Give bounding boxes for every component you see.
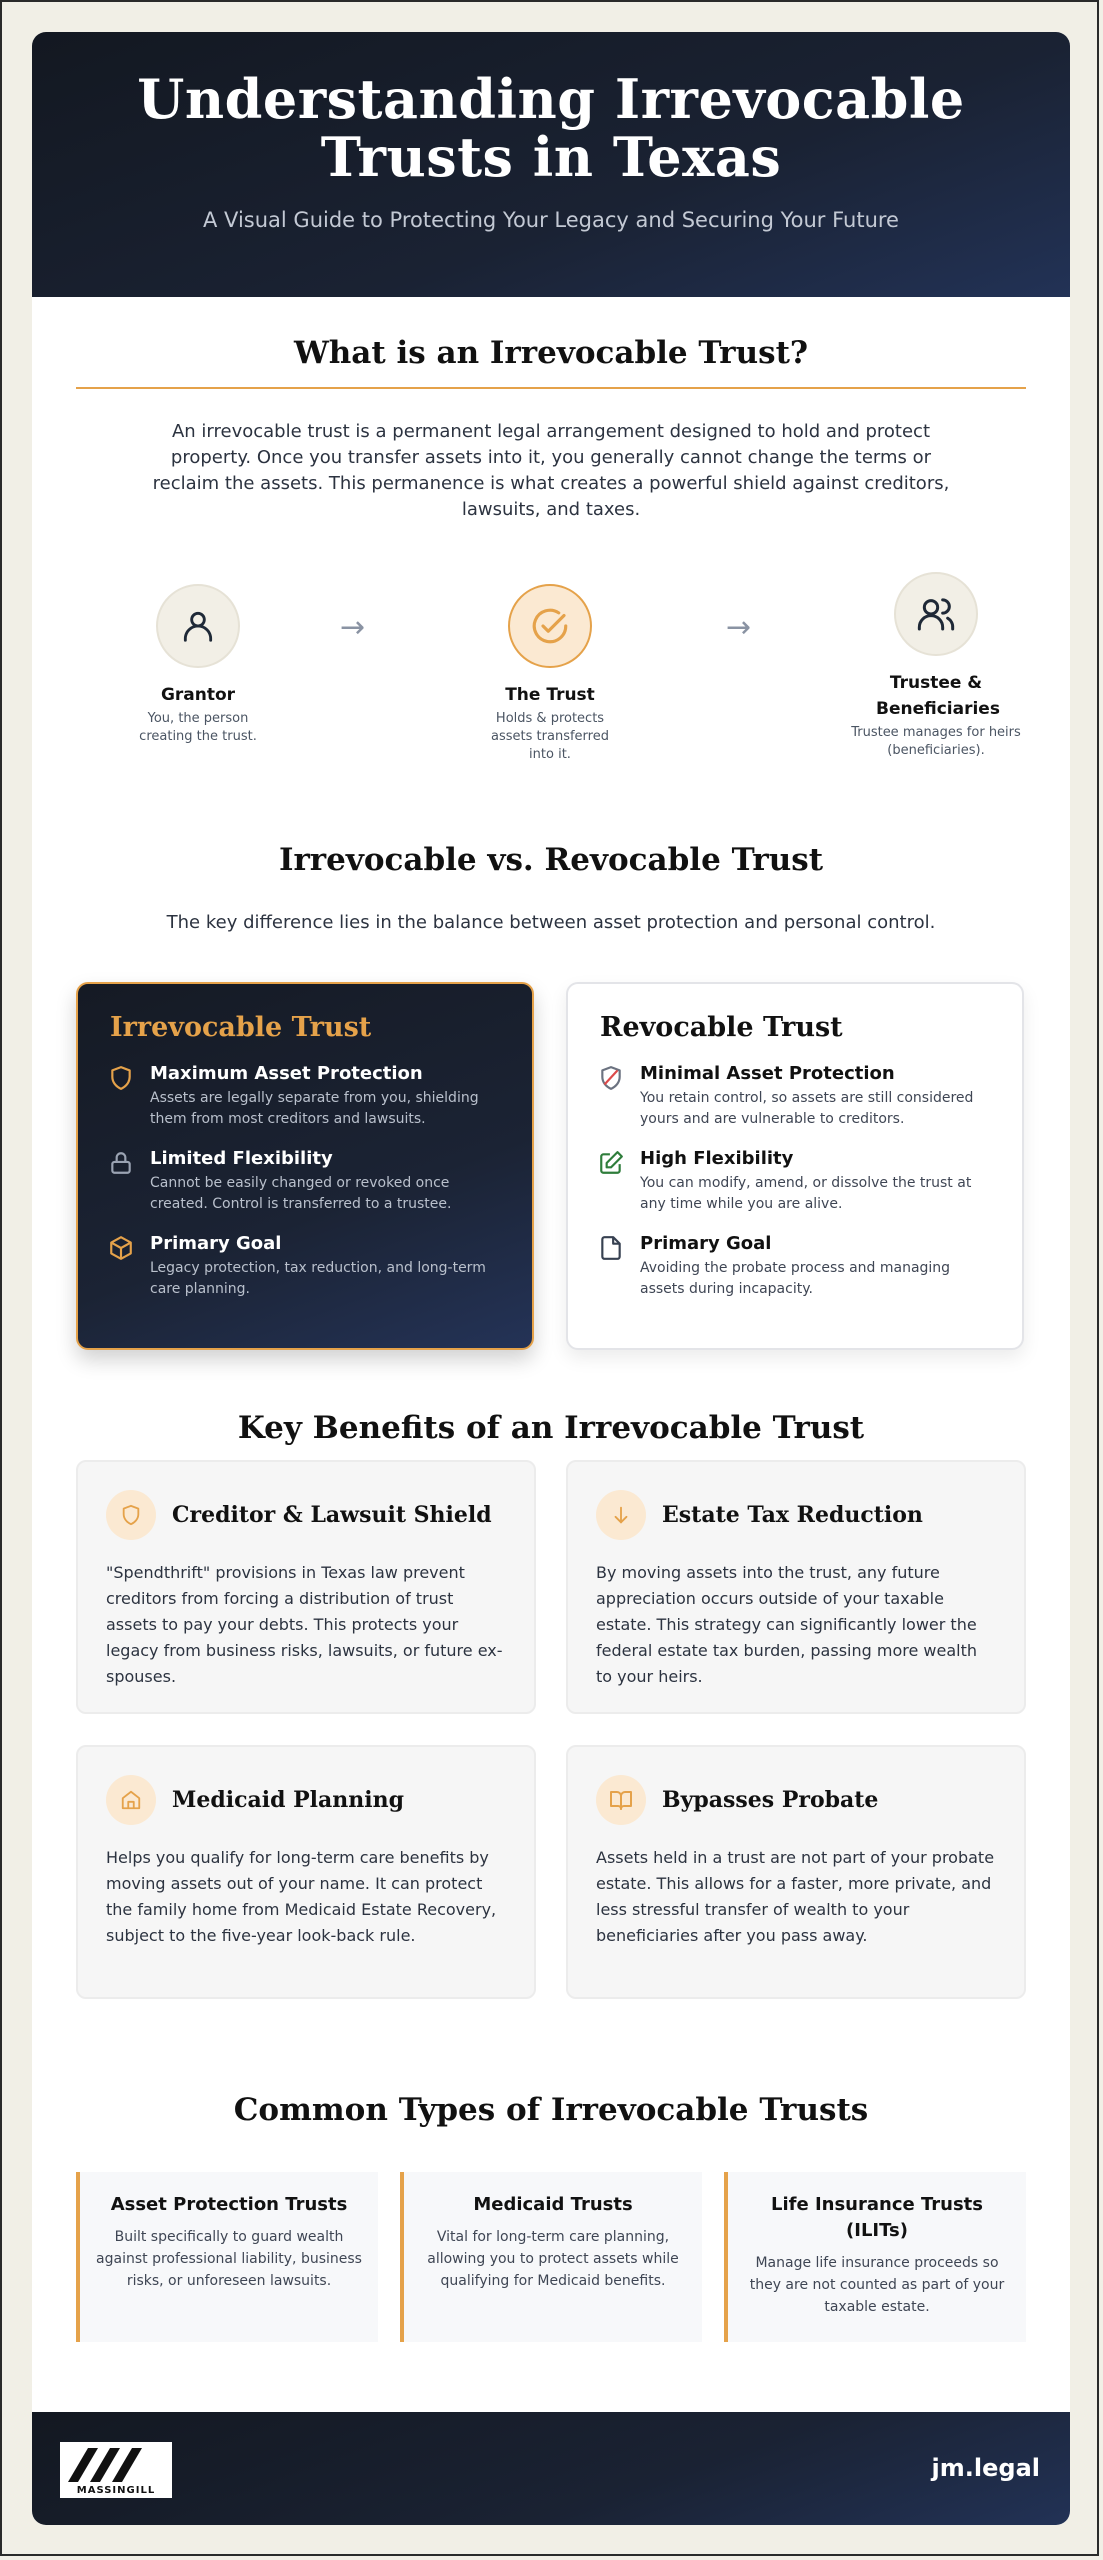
revocable-card bbox=[566, 982, 1024, 1350]
benefits-title: Key Benefits of an Irrevocable Trust bbox=[237, 1410, 865, 1446]
section-divider bbox=[76, 387, 1026, 389]
comparison-item-desc: Assets are legally separate from you, shielding them from most creditors and lawsuits. bbox=[150, 1090, 479, 1127]
benefit-card bbox=[566, 1745, 1026, 1999]
shield-icon bbox=[106, 1490, 156, 1540]
shield-off-icon bbox=[598, 1065, 628, 1130]
comparison-item-title: Primary Goal bbox=[150, 1233, 282, 1254]
trust-type-title: Medicaid Trusts bbox=[473, 2194, 633, 2215]
user-icon bbox=[156, 584, 240, 668]
trust-type-desc: Manage life insurance proceeds so they are not counted as part of your taxable estate. bbox=[749, 2255, 1005, 2315]
book-icon bbox=[596, 1775, 646, 1825]
flow-step-label: Grantor bbox=[160, 685, 236, 705]
benefit-desc: Helps you qualify for long-term care benefits by moving assets out of your name. It can protect the family home from Medicaid Estate Recovery, subject to the five-year look-back rule. bbox=[106, 1848, 497, 1945]
comparison-item-title: Maximum Asset Protection bbox=[150, 1063, 423, 1084]
benefit-desc: Assets held in a trust are not part of your probate estate. This allows for a faster, more private, and less stressful transfer of wealth to your beneficiaries after you pass away. bbox=[596, 1848, 995, 1945]
comparison-item-desc: Legacy protection, tax reduction, and long-term care planning. bbox=[150, 1260, 486, 1297]
flow-arrow-icon: → bbox=[340, 610, 366, 645]
trust-type-title: Asset Protection Trusts bbox=[110, 2194, 348, 2215]
comparison-item-desc: You can modify, amend, or dissolve the trust at any time while you are alive. bbox=[640, 1175, 972, 1212]
trust-type-title: Life Insurance Trusts (ILITs) bbox=[771, 2194, 983, 2241]
trust-flow-diagram bbox=[32, 572, 1070, 772]
flow-step-label: Trustee & Beneficiaries bbox=[876, 673, 1000, 719]
comparison-section bbox=[32, 842, 1070, 878]
page-title bbox=[32, 67, 1070, 189]
trust-type-desc: Built specifically to guard wealth against professional liability, business risks, or unforeseen lawsuits. bbox=[96, 2229, 362, 2289]
what-title: What is an Irrevocable Trust? bbox=[293, 335, 809, 371]
arrow-down-icon bbox=[596, 1490, 646, 1540]
benefit-card bbox=[76, 1745, 536, 1999]
flow-step-label: The Trust bbox=[505, 685, 595, 705]
comparison-item-title: High Flexibility bbox=[640, 1148, 794, 1169]
flow-step-desc: Holds & protects assets transferred into it. bbox=[491, 711, 609, 762]
comparison-title: Irrevocable vs. Revocable Trust bbox=[278, 842, 824, 878]
trust-type-card bbox=[76, 2172, 378, 2342]
title-line-2: Trusts in Texas bbox=[320, 125, 782, 189]
massingill-logo[interactable] bbox=[60, 2442, 172, 2498]
comparison-item-title: Limited Flexibility bbox=[150, 1148, 333, 1169]
trust-type-card bbox=[724, 2172, 1026, 2342]
flow-arrow-icon: → bbox=[726, 610, 752, 645]
types-title: Common Types of Irrevocable Trusts bbox=[233, 2092, 869, 2128]
comparison-item-desc: You retain control, so assets are still considered yours and are vulnerable to creditors. bbox=[640, 1090, 974, 1127]
edit-icon bbox=[598, 1150, 628, 1215]
benefit-title: Bypasses Probate bbox=[662, 1787, 879, 1813]
comparison-item-title: Minimal Asset Protection bbox=[640, 1063, 895, 1084]
benefit-title: Creditor & Lawsuit Shield bbox=[172, 1502, 492, 1528]
brand-link[interactable]: jm.legal bbox=[931, 2454, 1040, 2482]
revocable-heading: Revocable Trust bbox=[600, 1012, 843, 1043]
comparison-item bbox=[596, 1148, 994, 1215]
trust-type-card bbox=[400, 2172, 702, 2342]
flow-step-trustee bbox=[836, 572, 1036, 760]
flow-step-trust bbox=[450, 584, 650, 764]
flow-step-desc: You, the person creating the trust. bbox=[139, 711, 257, 744]
title-line-1: Understanding Irrevocable bbox=[137, 67, 965, 131]
comparison-item-desc: Avoiding the probate process and managing assets during incapacity. bbox=[640, 1260, 951, 1297]
comparison-subtitle: The key difference lies in the balance between asset protection and personal control. bbox=[166, 912, 936, 933]
trust-type-desc: Vital for long-term care planning, allowing you to protect assets while qualifying for Medicaid benefits. bbox=[427, 2229, 679, 2289]
comparison-item bbox=[596, 1063, 994, 1130]
comparison-item-desc: Cannot be easily changed or revoked once created. Control is transferred to a trustee. bbox=[150, 1175, 452, 1212]
box-icon bbox=[108, 1235, 138, 1300]
benefit-title: Estate Tax Reduction bbox=[662, 1502, 923, 1528]
shield-icon bbox=[108, 1065, 138, 1130]
check-circle-icon bbox=[508, 584, 592, 668]
logo-mark-icon bbox=[60, 2442, 172, 2484]
irrevocable-heading: Irrevocable Trust bbox=[110, 1012, 372, 1043]
infographic-card bbox=[32, 32, 1070, 2525]
hero-header bbox=[32, 32, 1070, 297]
types-section bbox=[32, 2092, 1070, 2128]
footer bbox=[32, 2412, 1070, 2525]
comparison-item-title: Primary Goal bbox=[640, 1233, 772, 1254]
comparison-item bbox=[106, 1063, 504, 1130]
what-intro: An irrevocable trust is a permanent legal arrangement designed to hold and protect property. Once you transfer assets into it, you generally cannot change the terms or reclaim the assets. This permanence is what creates a powerful shield against creditors, lawsuits, and taxes. bbox=[152, 421, 950, 520]
comparison-item bbox=[106, 1148, 504, 1215]
benefit-desc: By moving assets into the trust, any future appreciation occurs outside of your taxable estate. This strategy can significantly lower the federal estate tax burden, passing more wealth to your heirs. bbox=[596, 1563, 977, 1686]
benefit-card bbox=[76, 1460, 536, 1714]
page-subtitle: A Visual Guide to Protecting Your Legacy and Securing Your Future bbox=[203, 208, 899, 232]
benefit-card bbox=[566, 1460, 1026, 1714]
home-icon bbox=[106, 1775, 156, 1825]
flow-step-desc: Trustee manages for heirs (beneficiaries). bbox=[851, 725, 1021, 758]
irrevocable-card bbox=[76, 982, 534, 1350]
benefits-section bbox=[32, 1410, 1070, 1446]
lock-icon bbox=[108, 1150, 138, 1215]
users-icon bbox=[894, 572, 978, 656]
flow-step-grantor bbox=[98, 584, 298, 746]
benefit-desc: "Spendthrift" provisions in Texas law prevent creditors from forcing a distribution of trust assets to pay your debts. This protects your legacy from business risks, lawsuits, or future ex-spouses. bbox=[106, 1563, 503, 1686]
comparison-item bbox=[596, 1233, 994, 1300]
benefit-title: Medicaid Planning bbox=[172, 1787, 405, 1813]
logo-wordmark: MASSINGILL bbox=[76, 2485, 156, 2496]
what-section bbox=[32, 335, 1070, 523]
comparison-item bbox=[106, 1233, 504, 1300]
file-icon bbox=[598, 1235, 628, 1300]
